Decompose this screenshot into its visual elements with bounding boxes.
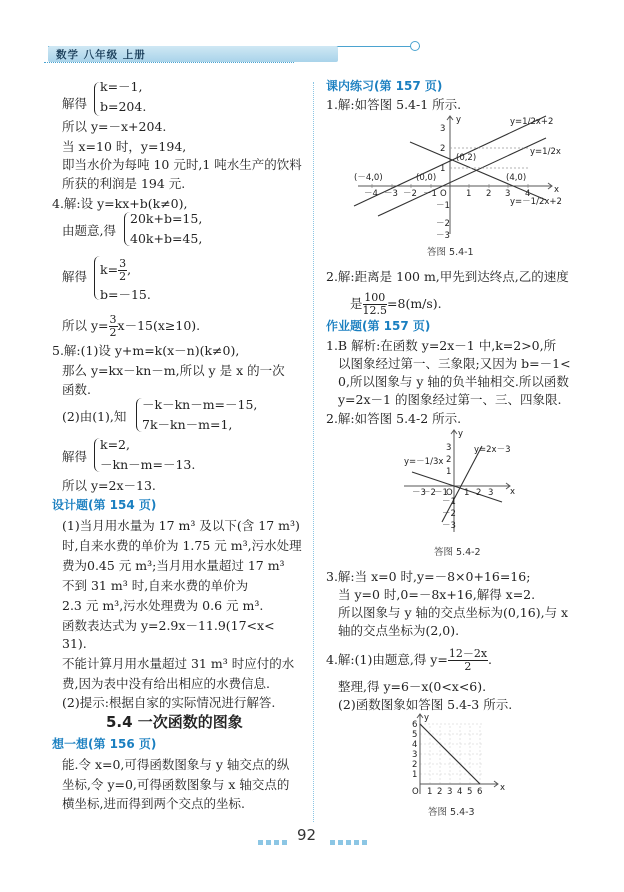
text-line: (1)当月用水量为 17 m³ 及以下(含 17 m³): [62, 518, 300, 533]
text-line: 整理,得 y=6－x(0<x<6).: [338, 679, 487, 694]
figure-caption: 答图 5.4-2: [434, 547, 481, 558]
text-line: 31).: [62, 636, 87, 651]
text-line: (2)由(1),知: [62, 409, 127, 424]
equation: b=－15.: [100, 287, 151, 302]
footer-ornament-right: [330, 833, 370, 838]
equation: 40k+b=45,: [130, 231, 203, 246]
section-heading: 设计题(第 154 页): [52, 498, 157, 512]
text-line: 所以 y=－x+204.: [62, 119, 167, 134]
page-footer: [0, 826, 624, 846]
section-heading: 作业题(第 157 页): [326, 319, 431, 333]
point-label: (－4,0): [354, 173, 383, 183]
y-tick: －3: [442, 521, 456, 531]
chapter-title: 5.4 一次函数的图象: [106, 713, 243, 731]
y-tick: 3: [440, 124, 446, 134]
text-line: 坐标,令 y=0,可得函数图象与 x 轴交点的: [62, 777, 290, 792]
x-axis-label: x: [554, 185, 560, 195]
x-tick: －3: [384, 189, 398, 199]
y-tick: －1: [436, 201, 450, 211]
x-tick: 4: [525, 189, 531, 199]
x-tick: 6: [477, 787, 483, 797]
figure-5-4-1: [350, 112, 560, 240]
y-tick: －2: [436, 219, 450, 229]
x-tick: 1: [466, 189, 472, 199]
y-tick: 5: [412, 730, 418, 740]
text-line: 0,所以图象与 y 轴的负半轴相交.所以函数: [338, 374, 569, 389]
problem-2: 2.解:距离是 100 m,甲先到达终点,乙的速度: [326, 269, 569, 284]
text-line: 函数.: [62, 382, 91, 397]
y-axis-label: y: [456, 115, 462, 125]
line-label-a: y=－1/3x: [404, 457, 444, 467]
text-line: (2)函数图象如答图 5.4-3 所示.: [338, 697, 513, 712]
equation: k=－1,: [100, 79, 143, 94]
book-title: 数学 八年级 上册: [56, 49, 146, 61]
line-label-b: y=2x－3: [474, 445, 511, 455]
y-tick: －2: [442, 509, 456, 519]
text-line: 不能计算月用水量超过 31 m³ 时应付的水: [62, 656, 295, 671]
column-divider: [313, 82, 314, 822]
page-number: 92: [297, 826, 317, 844]
header-dotted-rule: [44, 62, 294, 63]
problem-2: 2.解:如答图 5.4-2 所示.: [326, 411, 462, 426]
figure-caption: 答图 5.4-1: [427, 247, 474, 258]
book-title-tab: [48, 46, 338, 62]
equation: －kn－m=－13.: [100, 457, 196, 472]
text-line: 当 x=10 时，y=194,: [62, 139, 187, 154]
point-label: (4,0): [506, 173, 527, 183]
y-tick: 1: [446, 467, 452, 477]
y-axis-label: y: [458, 429, 464, 439]
y-axis-label: y: [424, 713, 430, 723]
problem-1: 1.B 解析:在函数 y=2x－1 中,k=2>0,所: [326, 338, 557, 353]
x-tick: 2: [437, 787, 443, 797]
x-tick: －2: [403, 189, 417, 199]
y-tick: －1: [442, 497, 456, 507]
x-tick: －1: [423, 189, 437, 199]
text-line: (2)提示:根据自家的实际情况进行解答.: [62, 695, 276, 710]
problem-1: 1.解:如答图 5.4-1 所示.: [326, 97, 462, 112]
page-header: [0, 38, 624, 64]
line-label-b: y=1/2x: [530, 147, 561, 157]
figure-5-4-3: [410, 712, 510, 798]
equation: －k－kn－m=－15,: [142, 397, 258, 412]
footer-ornament-left: [258, 833, 290, 838]
equation: 7k－kn－m=1,: [142, 417, 233, 432]
y-tick: 2: [412, 760, 418, 770]
x-tick: 1: [464, 488, 470, 498]
x-tick: －1: [434, 488, 448, 498]
y-tick: 3: [446, 443, 452, 453]
origin-label: O: [440, 189, 447, 199]
y-tick: 3: [412, 750, 418, 760]
x-axis-label: x: [510, 487, 516, 497]
text-line: 横坐标,进而得到两个交点的坐标.: [62, 796, 245, 811]
x-tick: 3: [505, 189, 511, 199]
text-line: 费为0.45 元 m³;当月用水量超过 17 m³: [62, 558, 285, 573]
text-line: 所获的利润是 194 元.: [62, 176, 186, 191]
text-line: 不到 31 m³ 时,自来水费的单价为: [62, 578, 249, 593]
x-tick: －3: [412, 488, 426, 498]
y-tick: 6: [412, 720, 418, 730]
section-heading: 课内练习(第 157 页): [326, 79, 443, 93]
text-line: 所以 y=2x－13.: [62, 478, 156, 493]
equation: 20k+b=15,: [130, 211, 203, 226]
text-line: 是 $\frac{100}{12.5}$ =8(m/s).: [350, 291, 442, 317]
text-line: y=2x－1 的图象经过第一、三、四象限.: [338, 392, 562, 407]
section-heading: 想一想(第 156 页): [52, 737, 157, 751]
problem-4: 4.解:设 y=kx+b(k≠0),: [52, 196, 188, 211]
y-tick: 1: [440, 164, 446, 174]
equation: k=2,: [100, 437, 130, 452]
y-tick: 4: [412, 740, 418, 750]
text-line: 时,自来水费的单价为 1.75 元 m³,污水处理: [62, 538, 302, 553]
origin-label: O: [412, 787, 419, 797]
text-line: 所以图象与 y 轴的交点坐标为(0,16),与 x: [338, 605, 569, 620]
problem-3: 3.解:当 x=0 时,y=－8×0+16=16;: [326, 569, 531, 584]
header-ornament: [410, 41, 420, 51]
text-line: 那么 y=kx－kn－m,所以 y 是 x 的一次: [62, 363, 285, 378]
y-tick: －3: [436, 231, 450, 241]
equation: k= $\frac{3}{2}$ ,: [100, 257, 132, 283]
text-line: 以图象经过第一、三象限;又因为 b=－1<: [338, 356, 571, 371]
text-line: 所以 y= $\frac{3}{2}$ x－15(x≥10).: [62, 313, 201, 339]
text-line: 由题意,得: [62, 223, 116, 238]
point-label: (0,2): [456, 153, 477, 163]
x-tick: 5: [467, 787, 473, 797]
x-tick: 2: [486, 189, 492, 199]
x-axis-label: x: [500, 783, 506, 793]
text-line: 当 y=0 时,0=－8x+16,解得 x=2.: [338, 587, 536, 602]
point-label: (0,0): [416, 173, 437, 183]
y-tick: 1: [412, 770, 418, 780]
x-tick: 2: [476, 488, 482, 498]
x-tick: 3: [488, 488, 494, 498]
x-tick: －4: [364, 189, 378, 199]
text-line: 函数表达式为 y=2.9x－11.9(17<x<: [62, 618, 275, 633]
solve-label: 解得: [62, 449, 88, 464]
problem-5: 5.解:(1)设 y+m=k(x－n)(k≠0),: [52, 343, 240, 358]
text-line: 2.3 元 m³,污水处理费为 0.6 元 m³.: [62, 598, 264, 613]
x-tick: 3: [447, 787, 453, 797]
x-tick: 1: [427, 787, 433, 797]
figure-caption: 答图 5.4-3: [428, 807, 475, 818]
solve-label: 解得: [62, 96, 88, 111]
line-label-a: y=1/2x+2: [510, 117, 554, 127]
origin-label: O: [446, 488, 453, 498]
text-line: 即当水价为每吨 10 元时,1 吨水生产的饮料: [62, 157, 302, 172]
y-tick: 2: [446, 455, 452, 465]
line-label-c: y=－1/2x+2: [510, 197, 562, 207]
x-tick: －2: [422, 488, 436, 498]
x-tick: 4: [457, 787, 463, 797]
solve-label: 解得: [62, 269, 88, 284]
figure-5-4-2: [398, 426, 516, 536]
y-tick: 2: [440, 144, 446, 154]
equation: b=204.: [100, 99, 147, 114]
problem-4: 4.解:(1)由题意,得 y= $\frac{12-2x}{2}$ .: [326, 647, 493, 673]
text-line: 能.令 x=0,可得函数图象与 y 轴交点的纵: [62, 757, 290, 772]
text-line: 轴的交点坐标为(2,0).: [338, 623, 460, 638]
text-line: 费,因为表中没有给出相应的水费信息.: [62, 676, 270, 691]
